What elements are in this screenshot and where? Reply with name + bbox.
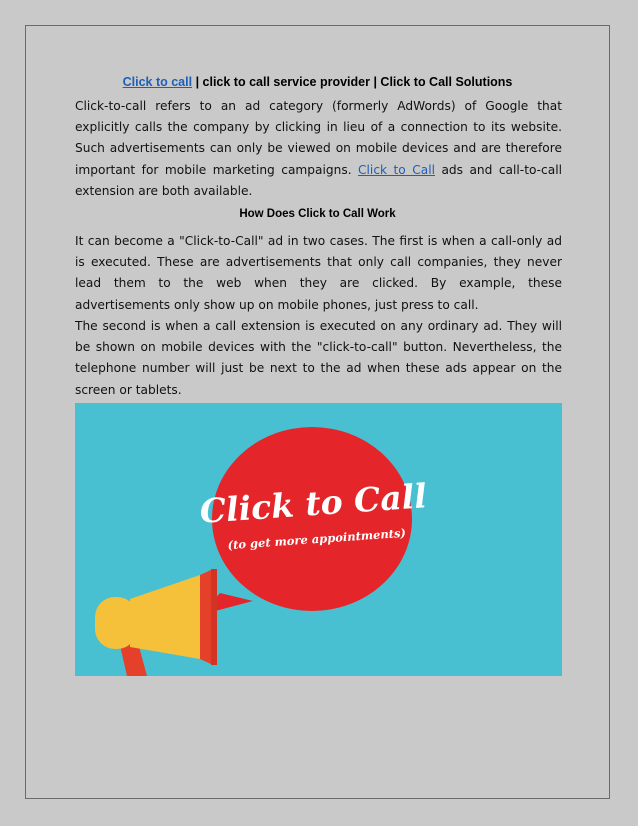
title-rest: | click to call service provider | Click to Call Solutions bbox=[192, 75, 513, 89]
section-paragraph-1: It can become a "Click-to-Call" ad in two cases. The first is when a call-only ad is executed. These are advertisements that only call companies, they never lead them to the web when they are clicked. By example, these advertisements only show up on mobile phones, just press to call. bbox=[75, 234, 562, 312]
intro-paragraph bbox=[75, 96, 562, 202]
section-paragraph-2: The second is when a call extension is executed on any ordinary ad. They will be shown on mobile devices with the "click-to-call" button. Nevertheless, the telephone number will just be next to the ad when these ads appear on the screen or tablets. bbox=[75, 319, 562, 397]
page-title bbox=[26, 75, 609, 89]
title-link[interactable]: Click to call bbox=[122, 75, 193, 89]
document-page bbox=[25, 25, 610, 799]
bubble-title: Click to Call bbox=[198, 476, 428, 531]
intro-text-end: ads and call-to-call extension are both available. bbox=[75, 162, 562, 198]
intro-link[interactable]: Click to Call bbox=[358, 162, 435, 177]
bubble-subtitle: (to get more appointments) bbox=[227, 525, 407, 553]
hero-image bbox=[75, 403, 562, 676]
section-heading: How Does Click to Call Work bbox=[239, 208, 396, 220]
intro-text-start: Click-to-call refers to an ad category (formerly AdWords) of Google that explicitly calls the company by clicking in lieu of a connection to its website. Such advertisements can only be viewed on mobile devices and are therefore important for mobile marketing campaigns. bbox=[75, 99, 562, 177]
